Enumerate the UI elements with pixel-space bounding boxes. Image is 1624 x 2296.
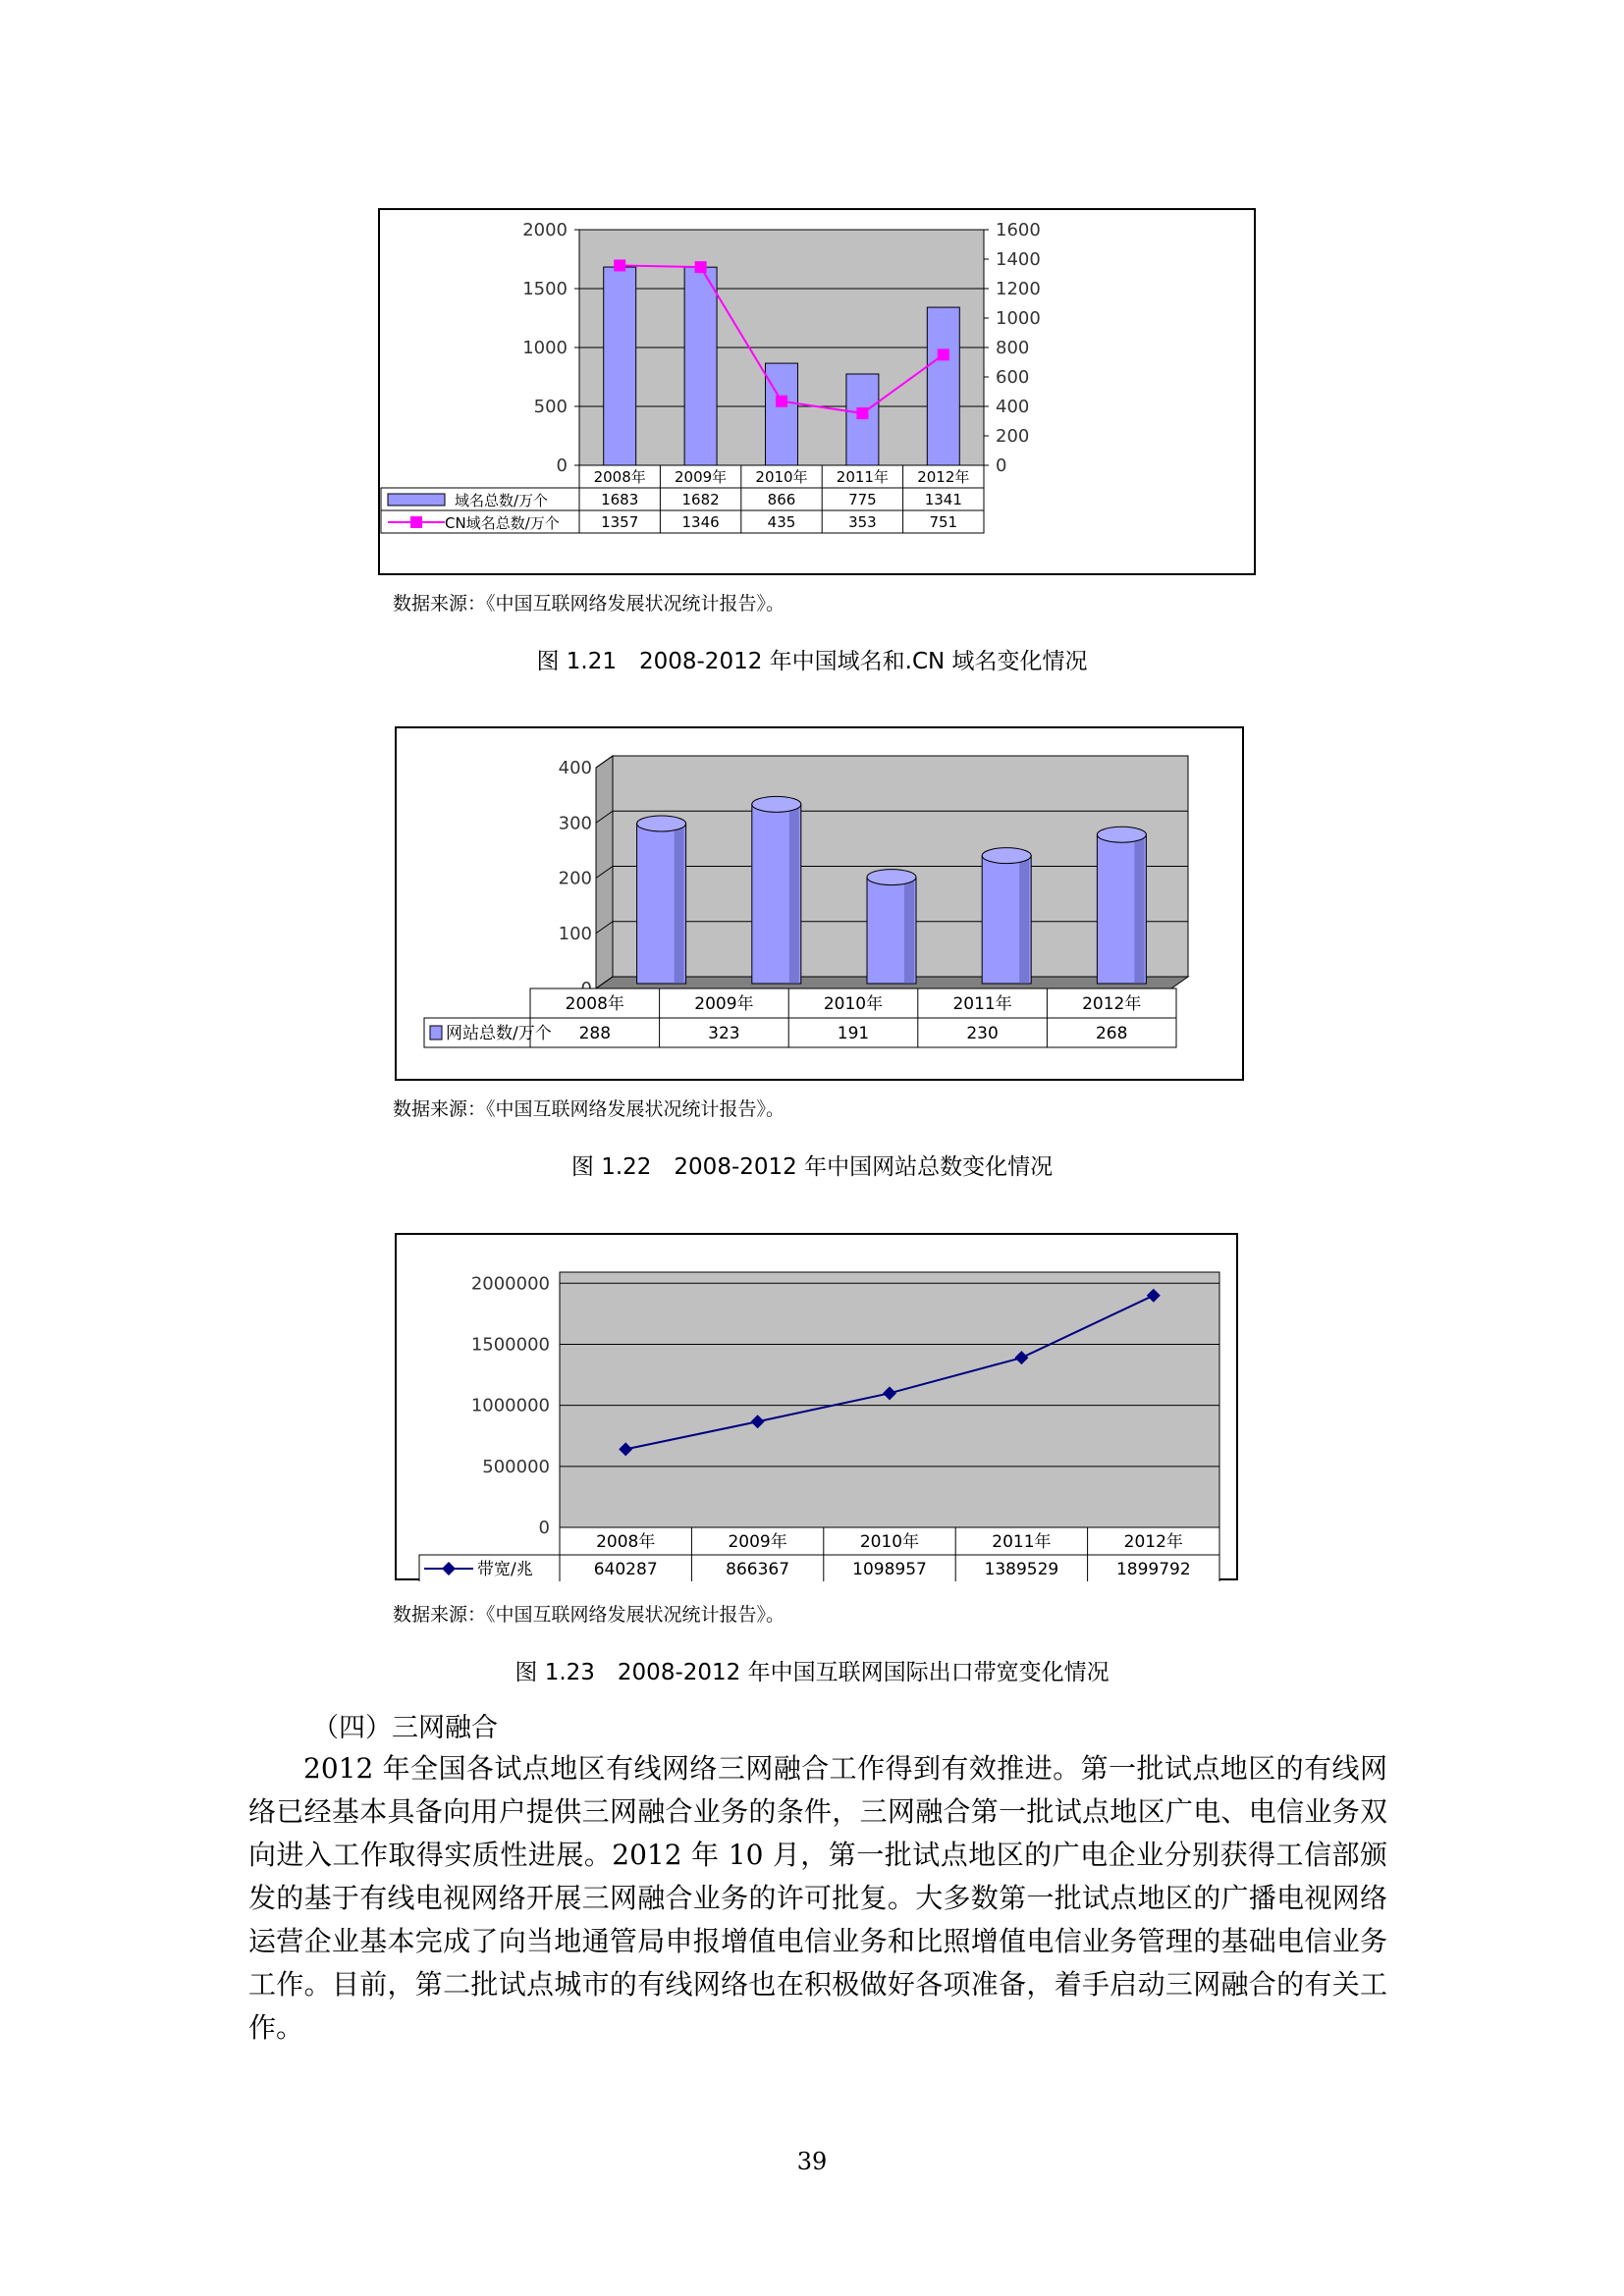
legend-label: 带宽/兆 — [477, 1560, 533, 1579]
data-label: 353 — [848, 513, 877, 531]
y2-tick-label: 1600 — [996, 220, 1041, 240]
legend-swatch — [388, 494, 445, 506]
line-marker — [614, 259, 625, 271]
x-tick-label: 2009年 — [675, 468, 728, 486]
x-tick-label: 2012年 — [1123, 1532, 1183, 1552]
y2-tick-label: 600 — [996, 367, 1030, 388]
y-tick-label: 0 — [538, 1518, 550, 1538]
line-marker — [938, 348, 949, 360]
data-label: 1683 — [601, 491, 639, 508]
y2-tick-label: 200 — [996, 426, 1030, 447]
bar-cap — [637, 816, 686, 831]
bar-shade — [675, 824, 684, 984]
y-tick-label: 100 — [558, 923, 592, 944]
data-label: 1682 — [681, 491, 720, 508]
bar-cap — [982, 848, 1031, 864]
line-marker — [776, 396, 787, 407]
bar-shade — [1134, 834, 1144, 984]
y-tick-label: 2000000 — [470, 1273, 550, 1295]
x-tick-label: 2012年 — [1082, 994, 1142, 1014]
x-tick-label: 2010年 — [755, 468, 808, 486]
chart-domain-names — [378, 208, 1257, 576]
y-tick-label: 1000 — [522, 338, 568, 358]
legend-marker — [410, 516, 422, 528]
body-paragraph: 2012 年全国各试点地区有线网络三网融合工作得到有效推进。第一批试点地区的有线网络已经基本具备向用户提供三网融合业务的条件，三网融合第一批试点地区广电、电信业务双向进入工作取得实质性进展。2012 年 10 月，第一批试点地区的广电企业分别获得工信部颁发的基于有线电视网络开展三网融合业务的许可批复。大多数第一批试点地区的广播电视网络运营企业基本完成了向当地通管局申报增值电信业务和比照增值电信业务管理的基础电信业务工作。目前，第二批试点城市的有线网络也在积极做好各项准备，着手启动三网融合的有关工作。 — [248, 1752, 1387, 2044]
legend-label: 域名总数/万个 — [455, 492, 549, 509]
x-tick-label: 2009年 — [694, 994, 754, 1014]
data-label: 230 — [966, 1024, 999, 1043]
page-number: 39 — [796, 2148, 828, 2175]
data-label: 435 — [767, 513, 796, 531]
data-label: 640287 — [593, 1560, 658, 1579]
bar-cap — [1097, 827, 1146, 842]
x-tick-label: 2012年 — [917, 468, 970, 486]
y-tick-label: 300 — [558, 813, 592, 834]
legend-label: CN域名总数/万个 — [445, 514, 560, 532]
data-label: 268 — [1095, 1024, 1128, 1043]
y2-tick-label: 800 — [996, 338, 1030, 358]
data-label: 775 — [848, 491, 877, 508]
bar-shade — [904, 878, 914, 984]
section-heading: （四）三网融合 — [312, 1713, 498, 1743]
data-label: 1346 — [681, 513, 720, 531]
data-label: 1899792 — [1115, 1560, 1191, 1579]
data-label: 1389529 — [984, 1560, 1059, 1579]
y2-tick-label: 1000 — [996, 308, 1041, 329]
data-label: 191 — [837, 1024, 870, 1043]
x-tick-label: 2011年 — [836, 468, 889, 486]
bar — [766, 363, 798, 465]
figure-caption: 图 1.23 2008-2012 年中国互联网国际出口带宽变化情况 — [514, 1660, 1110, 1685]
bar-shade — [1019, 856, 1029, 984]
y2-tick-label: 400 — [996, 397, 1030, 417]
y-tick-label: 500000 — [482, 1456, 550, 1477]
legend-label: 网站总数/万个 — [446, 1024, 552, 1043]
x-tick-label: 2011年 — [952, 994, 1012, 1014]
x-tick-label: 2008年 — [596, 1532, 656, 1552]
data-label: 288 — [578, 1024, 612, 1043]
data-label: 323 — [708, 1024, 740, 1043]
data-label: 1098957 — [852, 1560, 927, 1579]
y-tick-label: 400 — [558, 758, 592, 778]
bar — [604, 267, 636, 465]
y-tick-label: 2000 — [522, 220, 568, 240]
legend-swatch — [430, 1026, 442, 1040]
data-label: 1341 — [924, 491, 962, 508]
data-label: 751 — [929, 513, 958, 531]
x-tick-label: 2008年 — [565, 994, 624, 1014]
x-tick-label: 2010年 — [823, 994, 884, 1014]
data-label: 1357 — [601, 513, 639, 531]
x-tick-label: 2008年 — [593, 468, 646, 486]
y2-tick-label: 0 — [996, 455, 1007, 476]
figure-caption: 图 1.21 2008-2012 年中国域名和.CN 域名变化情况 — [536, 649, 1088, 674]
figure-source: 数据来源：《中国互联网络发展状况统计报告》。 — [393, 1604, 785, 1626]
x-tick-label: 2011年 — [992, 1532, 1052, 1552]
y-tick-label: 500 — [533, 397, 568, 417]
bar-cap — [867, 870, 916, 885]
figure-source: 数据来源：《中国互联网络发展状况统计报告》。 — [393, 1098, 785, 1120]
data-label: 866367 — [726, 1560, 790, 1579]
x-tick-label: 2010年 — [859, 1532, 920, 1552]
bar-cap — [752, 796, 801, 812]
y-tick-label: 1500000 — [470, 1334, 550, 1356]
x-tick-label: 2009年 — [728, 1532, 787, 1552]
line-marker — [695, 261, 707, 273]
chart-bandwidth — [395, 1233, 1239, 1581]
y2-tick-label: 1200 — [996, 279, 1041, 299]
figure-caption: 图 1.22 2008-2012 年中国网站总数变化情况 — [570, 1154, 1054, 1180]
line-marker — [856, 407, 868, 419]
y2-tick-label: 1400 — [996, 249, 1041, 270]
y-tick-label: 0 — [556, 455, 568, 476]
y-tick-label: 1500 — [522, 279, 568, 299]
bar — [846, 374, 879, 465]
y-tick-label: 200 — [558, 868, 592, 889]
y-tick-label: 1000000 — [470, 1395, 550, 1416]
data-label: 866 — [767, 491, 796, 508]
bar-shade — [789, 804, 799, 984]
bar — [927, 307, 959, 465]
figure-source: 数据来源：《中国互联网络发展状况统计报告》。 — [393, 593, 785, 614]
chart-websites — [395, 726, 1245, 1082]
bar — [684, 267, 717, 465]
